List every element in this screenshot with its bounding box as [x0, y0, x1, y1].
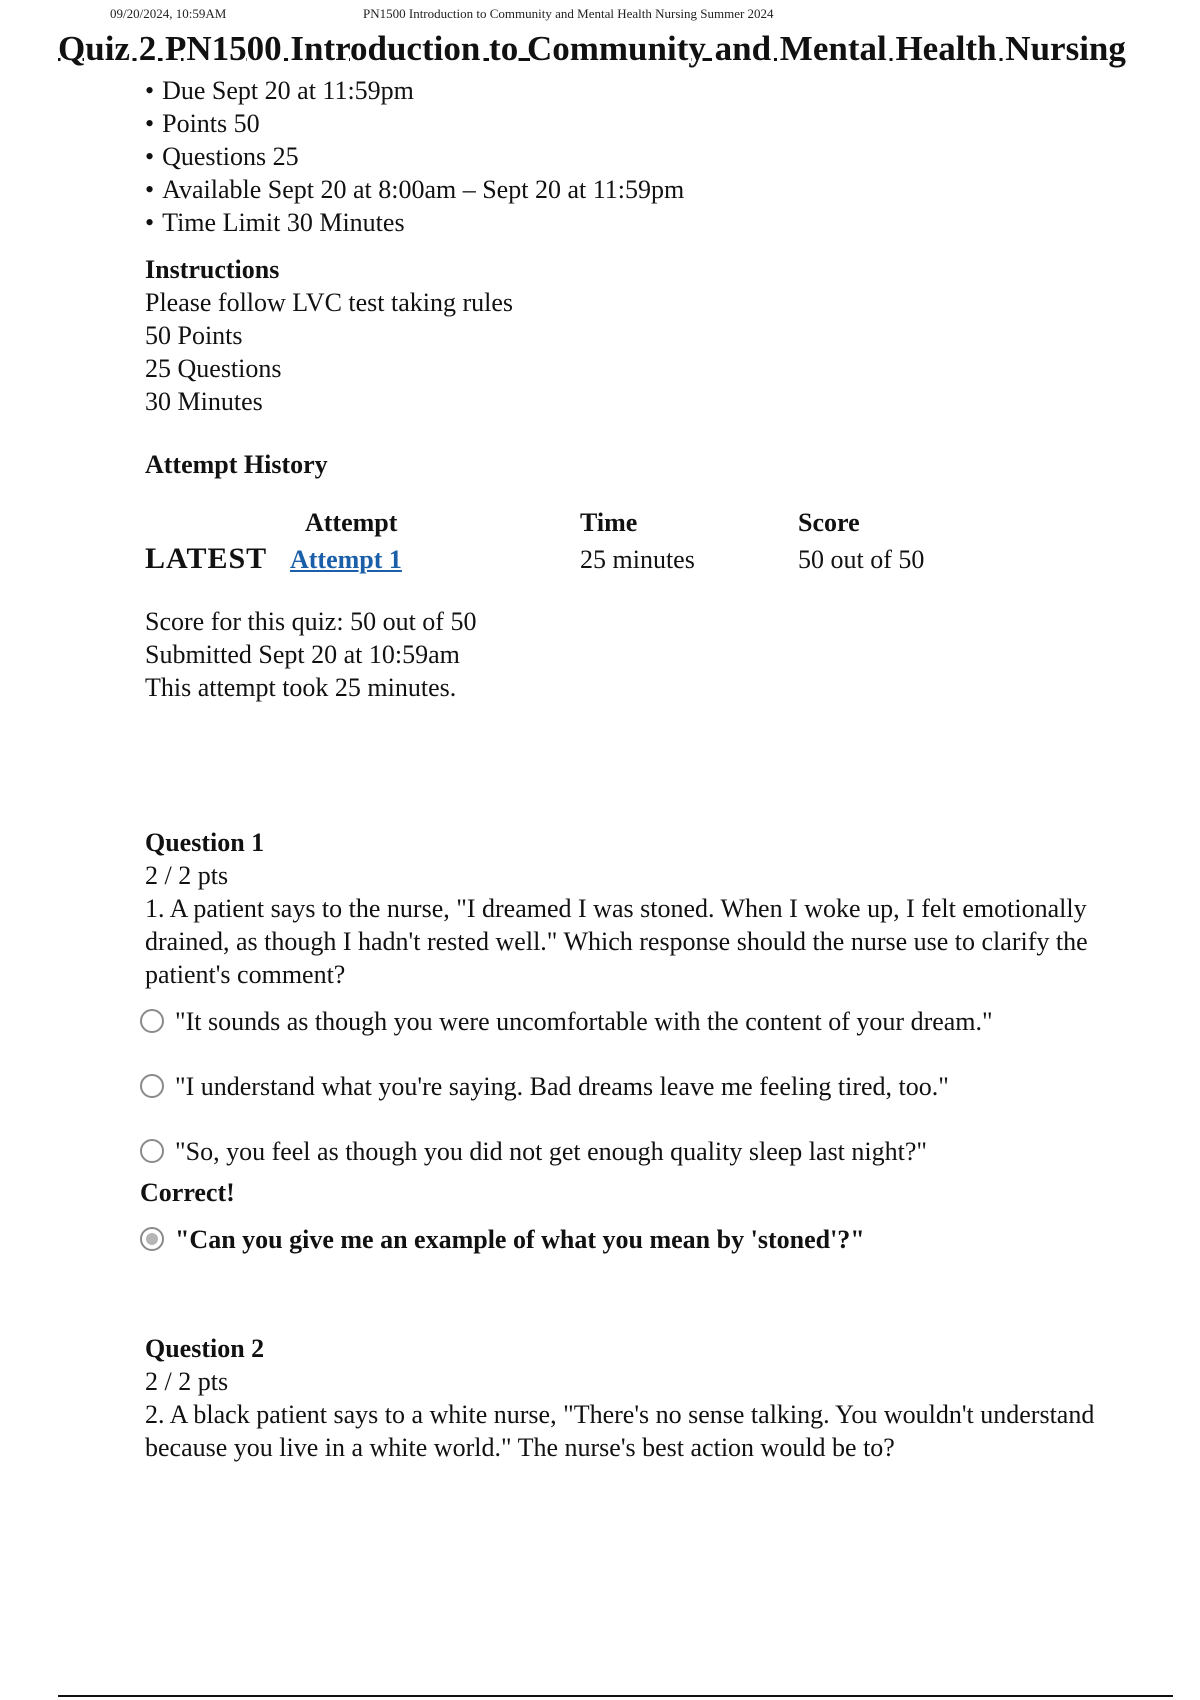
- attempt-history-table: [145, 506, 998, 579]
- meta-due: • Due Sept 20 at 11:59pm: [145, 74, 1105, 107]
- radio-button[interactable]: [140, 1074, 164, 1098]
- question-points: 2 / 2 pts: [145, 861, 229, 890]
- meta-questions: • Questions 25: [145, 140, 1105, 173]
- instructions-line: Please follow LVC test taking rules: [145, 288, 514, 317]
- instructions-heading: Instructions: [145, 255, 280, 284]
- column-header-time: Time: [580, 508, 638, 537]
- answer-text: "Can you give me an example of what you mean by 'stoned'?": [175, 1225, 865, 1254]
- column-header-attempt: Attempt: [305, 508, 398, 537]
- footer-divider: [58, 1695, 1173, 1697]
- quiz-meta-list: [145, 74, 1105, 239]
- radio-button[interactable]: [140, 1139, 164, 1163]
- question-text: 2. A black patient says to a white nurse, "There's no sense talking. You wouldn't understand because you live in a white world." The nurse's best action would be to?: [145, 1400, 1095, 1462]
- print-date: 09/20/2024, 10:59AM: [110, 6, 227, 21]
- question-title: Question 1: [145, 828, 265, 857]
- column-header-score: Score: [798, 508, 860, 537]
- answer-text: "So, you feel as though you did not get enough quality sleep last night?": [175, 1137, 928, 1166]
- answer-option[interactable]: [140, 1005, 1105, 1038]
- instructions-line: 50 Points: [145, 321, 243, 350]
- duration-line: This attempt took 25 minutes.: [145, 673, 457, 702]
- submitted-line: Submitted Sept 20 at 10:59am: [145, 640, 460, 669]
- print-course-title: PN1500 Introduction to Community and Mental Health Nursing Summer 2024: [363, 6, 774, 21]
- attempt-time: 25 minutes: [580, 544, 695, 574]
- question-2: [145, 1332, 1105, 1464]
- answer-option[interactable]: [140, 1135, 1105, 1168]
- answer-text: "It sounds as though you were uncomfortable with the content of your dream.": [175, 1007, 993, 1036]
- radio-button[interactable]: [140, 1009, 164, 1033]
- attempt-score: 50 out of 50: [798, 544, 925, 574]
- meta-time-limit: • Time Limit 30 Minutes: [145, 206, 1105, 239]
- page-title: Quiz 2 PN1500 Introduction to Community and Mental Health Nursing: [58, 29, 1126, 68]
- question-text: 1. A patient says to the nurse, "I dreamed I was stoned. When I woke up, I felt emotionally drained, as though I hadn't rested well." Which response should the nurse use to clarify the patient's comment?: [145, 894, 1088, 989]
- quiz-content: [140, 74, 1105, 1462]
- instructions-line: 25 Questions: [145, 354, 282, 383]
- score-summary: [145, 605, 1105, 704]
- answer-option-correct[interactable]: [140, 1223, 1105, 1256]
- instructions-section: [145, 253, 1105, 418]
- answer-text: "I understand what you're saying. Bad dreams leave me feeling tired, too.": [175, 1072, 949, 1101]
- score-line: Score for this quiz: 50 out of 50: [145, 607, 477, 636]
- print-header: [0, 6, 1200, 26]
- table-row: [145, 540, 998, 579]
- radio-button-selected[interactable]: [140, 1227, 164, 1251]
- question-1: [140, 826, 1105, 1256]
- correct-answer-label: Correct!: [140, 1178, 235, 1207]
- instructions-line: 30 Minutes: [145, 387, 263, 416]
- latest-label: LATEST: [145, 542, 268, 575]
- answer-option[interactable]: [140, 1070, 1105, 1103]
- meta-points: • Points 50: [145, 107, 1105, 140]
- question-points: 2 / 2 pts: [145, 1367, 229, 1396]
- attempt-table-header: [145, 506, 998, 540]
- attempt-history-heading: Attempt History: [145, 450, 328, 479]
- attempt-1-link[interactable]: Attempt 1: [290, 544, 402, 574]
- question-title: Question 2: [145, 1334, 265, 1363]
- meta-available: • Available Sept 20 at 8:00am – Sept 20 at 11:59pm: [145, 173, 1105, 206]
